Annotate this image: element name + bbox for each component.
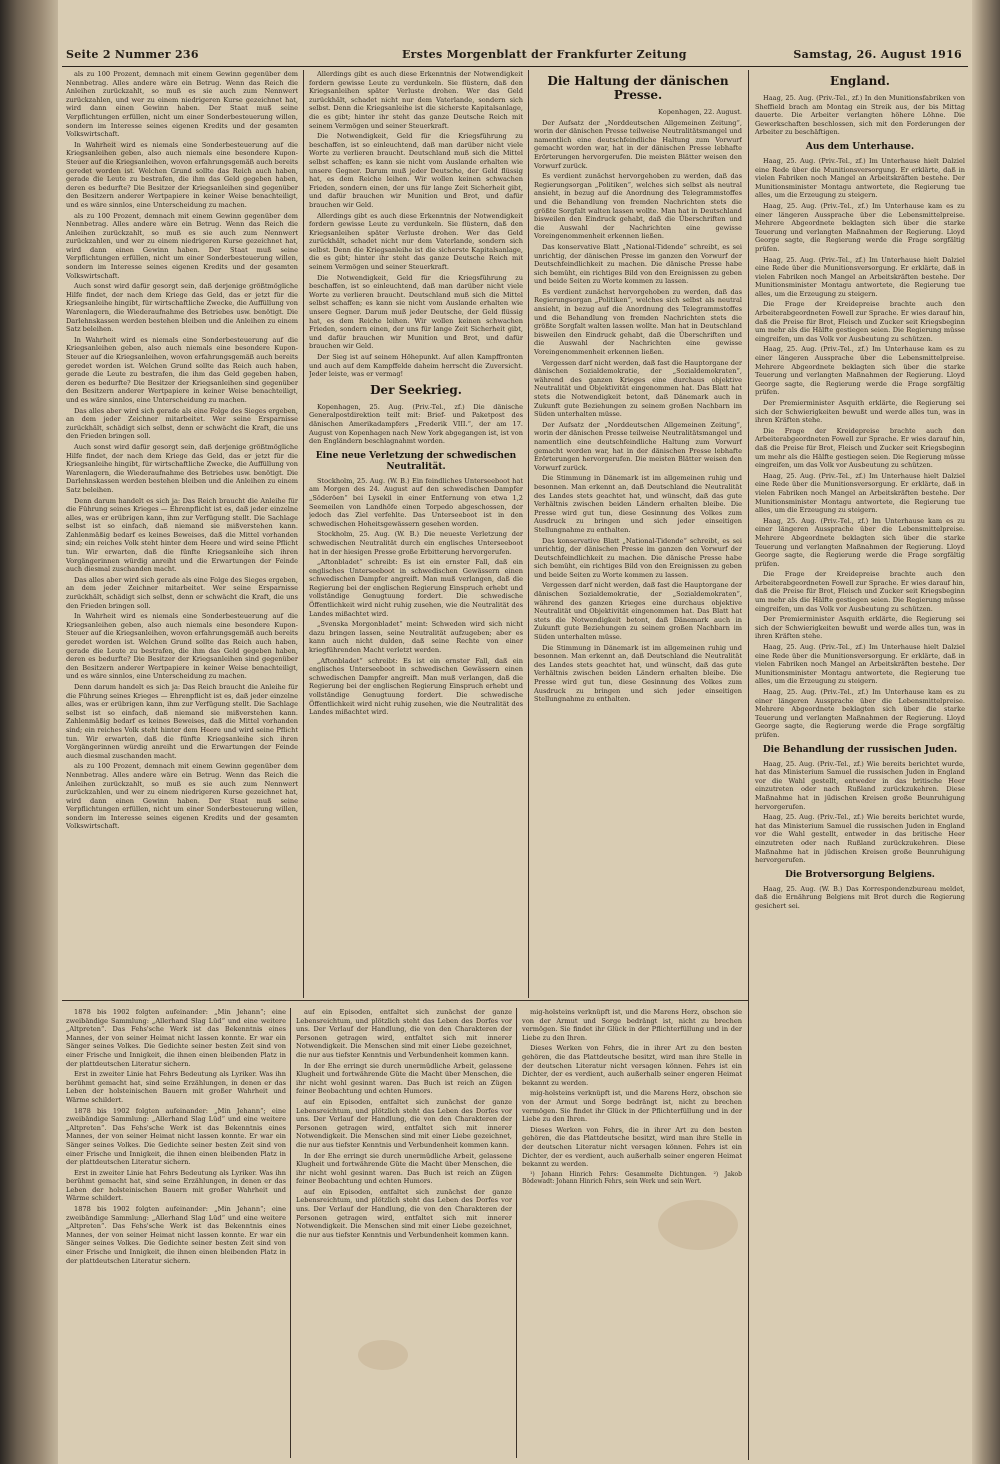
article-subheading: Eine neue Verletzung der schwedischen Neutralität. — [315, 450, 517, 472]
paragraph: Der Aufsatz der „Norddeutschen Allgemeinen Zeitung“, worin der dänischen Presse teilweise Neutralitätsmangel und namentlich eine deutschfeindliche Haltung zum Vorwurf gemacht worden war, hat in der dänischen Presse lebhafte Erörterungen hervorgerufen. Die meisten Blätter weisen den Vorwurf zurück. — [534, 118, 742, 170]
paragraph: Das alles aber wird sich gerade als eine Folge des Sieges ergeben, an dem jeder Zeichner mitarbeitet. Wer seine Ersparnisse zurückhält, schädigt sich selbst, denn er schwächt die Kraft, die uns den Frieden bringen soll. — [66, 575, 298, 610]
paragraph: Das konservative Blatt „National-Tidende“ schreibt, es sei unrichtig, der dänischen Presse im ganzen den Vorwurf der Deutschfeindlichkeit zu machen. Die dänische Presse habe sich bemüht, ein richtiges Bild von den Ereignissen zu geben und beide Seiten zu Worte kommen zu lassen. — [534, 536, 742, 579]
paragraph: als zu 100 Prozent, demnach mit einem Gewinn gegenüber dem Nennbetrag. Alles andere wäre ein Betrug. Wenn das Reich die Anleihen zurückzahlt, so muß es sie auch zum Nennwert zurückzahlen, und wer zu einem niedrigeren Kurse gezeichnet hat, wird dann einen Gewinn haben. Der Staat muß seine Verpflichtungen erfüllen, nicht um einer Sonderbesteuerung willen, sondern im Interesse seines eigenen Kredits und der gesamten Volkswirtschaft. — [66, 211, 298, 280]
paragraph: Haag, 25. Aug. (W. B.) Das Korrespondenzbureau meldet, daß die Ernährung Belgiens mit Brot durch die Regierung gesichert sei. — [755, 884, 965, 910]
paragraph: Haag, 25. Aug. (Priv.-Tel., zf.) Im Unterhause hielt Dalziel eine Rede über die Munitionsversorgung. Er erklärte, daß in vielen Fabriken noch Mangel an Arbeitskräften bestehe. Der Munitionsminister Montagu antwortete, die Regierung tue alles, um die Erzeugung zu steigern. — [755, 156, 965, 200]
dateline-paragraph: Stockholm, 25. Aug. (W. B.) Ein feindliches Unterseeboot hat am Morgen des 24. August auf den schwedischen Dampfer „Söderöen“ bei Lysekil in einer Entfernung von etwa 1,2 Seemeilen von Landhöfe einen Torpedo abgeschossen, der jedoch das Ziel verfehlte. Das Unterseeboot ist in den schwedischen Hoheitsgewässern gesehen worden. — [309, 476, 523, 528]
paragraph: auf ein Episoden, entfaltet sich zunächst der ganze Lebensreichtum, und plötzlich steht das Leben des Dorfes vor uns. Der Verlauf der Handlung, die von den Charakteren der Personen getragen wird, entfaltet sich mit innerer Notwendigkeit. Die Menschen sind mit einer Liebe gezeichnet, die nur aus tiefster Kenntnis und Verbundenheit kommen kann. — [296, 1008, 512, 1059]
paragraph: Allerdings gibt es auch diese Erkenntnis der Notwendigkeit fordern gewisse Leute zu verdunkeln. Sie flüstern, daß den Kriegsanleihen später Verluste drohen. Wer das Geld zurückhält, schadet nicht nur dem Vaterlande, sondern sich selbst. Denn die Kriegsanleihe ist die sicherste Kapitalsanlage, die es gibt; hinter ihr steht das ganze Deutsche Reich mit seinem Vermögen und seiner Steuerkraft. — [309, 70, 523, 130]
scan-right-edge — [972, 0, 1000, 1464]
column-rule — [516, 1008, 517, 1458]
article-subheading: Aus dem Unterhause. — [805, 141, 915, 152]
paragraph: Die Stimmung in Dänemark ist im allgemeinen ruhig und besonnen. Man erkennt an, daß Deutschland die Neutralität des Landes stets geachtet hat, und wünscht, daß das gute Verhältnis zwischen beiden Ländern erhalten bleibe. Die Presse wird gut tun, diese Gesinnung des Volkes zum Ausdruck zu bringen und sich jeder einseitigen Stellungnahme zu enthalten. — [534, 474, 742, 534]
paragraph: Allerdings gibt es auch diese Erkenntnis der Notwendigkeit fordern gewisse Leute zu verdunkeln. Sie flüstern, daß den Kriegsanleihen später Verluste drohen. Wer das Geld zurückhält, schadet nicht nur dem Vaterlande, sondern sich selbst. Denn die Kriegsanleihe ist die sicherste Kapitalsanlage, die es gibt; hinter ihr steht das ganze Deutsche Reich mit seinem Vermögen und seiner Steuerkraft. — [309, 211, 523, 272]
article-column-4 — [755, 70, 965, 1460]
article-column-1 — [66, 70, 298, 996]
paragraph: Vergessen darf nicht werden, daß fast die Hauptorgane der dänischen Sozialdemokratie, der „Sozialdemokraten“, während des ganzen Krieges eine durchaus objektive Neutralität und Objektivität eingenommen hat. Das Blatt hat stets die Notwendigkeit betont, daß Dänemark auch in Zukunft gute Beziehungen zu seinem großen Nachbarn im Süden unterhalten müsse. — [534, 581, 742, 642]
paragraph: In Wahrheit wird es niemals eine Sonderbesteuerung auf die Kriegsanleihen geben, also auch niemals eine besondere Kupon-Steuer auf die Kriegsanleihen, wovon erfahrungsgemäß auch bereits geredet worden ist. Welchen Grund sollte das Reich auch haben, gerade die Leute zu bestrafen, die ihm das Geld gegeben haben, deren es bedurfte? Die Besitzer der Kriegsanleihen sind gegenüber den Besitzern anderer Wertpapiere in keiner Weise benachteiligt, und es wäre sinnlos, eine Unterscheidung zu machen. — [66, 140, 298, 209]
paragraph: Dieses Werken von Fehrs, die in ihrer Art zu den besten gehören, die das Plattdeutsche besitzt, wird man ihre Stelle in der deutschen Literatur nicht versagen können. Fehrs ist ein Dichter, der es verdient, auch außerhalb seiner engeren Heimat bekannt zu werden. — [522, 1044, 742, 1087]
paragraph: Vergessen darf nicht werden, daß fast die Hauptorgane der dänischen Sozialdemokratie, der „Sozialdemokraten“, während des ganzen Krieges eine durchaus objektive Neutralität und Objektivität eingenommen hat. Das Blatt hat stets die Notwendigkeit betont, daß Dänemark auch in Zukunft gute Beziehungen zu seinem großen Nachbarn im Süden unterhalten müsse. — [534, 358, 742, 419]
paragraph: „Svenska Morgonbladet“ meint: Schweden wird sich nicht dazu bringen lassen, seine Neutralität aufzugeben; aber es kann auch nicht dulden, daß seine Rechte von einer kriegführenden Macht verletzt werden. — [309, 620, 523, 655]
paragraph: Haag, 25. Aug. (Priv.-Tel., zf.) Im Unterhause kam es zu einer längeren Aussprache über die Lebensmittelpreise. Mehrere Abgeordnete beklagten sich über die starke Teuerung und verlangten Maßnahmen der Regierung. Lloyd George sagte, die Regierung werde die Frage sorgfältig prüfen. — [755, 516, 965, 568]
paragraph: Dieses Werken von Fehrs, die in ihrer Art zu den besten gehören, die das Plattdeutsche besitzt, wird man ihre Stelle in der deutschen Literatur nicht versagen können. Fehrs ist ein Dichter, der es verdient, auch außerhalb seiner engeren Heimat bekannt zu werden. — [522, 1125, 742, 1169]
paragraph: 1878 bis 1902 folgten aufeinander: „Min Jehann“; eine zweibändige Sammlung: „Allerhand Slag Lüd“ und eine weitere „Altpreten“. Das Fehs'sche Werk ist das Bekenntnis eines Mannes, der von seiner Heimat nicht lassen konnte. Er war ein Sänger seines Volkes. Die Gedichte seiner besten Zeit sind von einer Frische und Innigkeit, die ihnen einen bleibenden Platz in der plattdeutschen Literatur sichern. — [66, 1205, 286, 1265]
paragraph: Haag, 25. Aug. (Priv.-Tel., zf.) Im Unterhause kam es zu einer längeren Aussprache über die Lebensmittelpreise. Mehrere Abgeordnete beklagten sich über die starke Teuerung und verlangten Maßnahmen der Regierung. Lloyd George sagte, die Regierung werde die Frage sorgfältig prüfen. — [755, 201, 965, 253]
paragraph: Haag, 25. Aug. (Priv.-Tel., zf.) In den Munitionsfabriken von Sheffield brach am Montag ein Streik aus, der bis Mittag dauerte. Die Arbeiter verlangten höhere Löhne. Die Gewerkschaften beschlossen, sich mit den Forderungen der Arbeiter zu beschäftigen. — [755, 94, 965, 137]
paragraph: Die Notwendigkeit, Geld für die Kriegsführung zu beschaffen, ist so einleuchtend, daß man darüber nicht viele Worte zu verlieren braucht. Deutschland muß sich die Mittel selbst schaffen; es kann sie nicht vom Auslande erhalten wie unsere Gegner. Darum muß jeder Deutsche, der Geld flüssig hat, es dem Reiche leihen. Wir wollen keinen schwachen Frieden, sondern einen, der uns für lange Zeit Sicherheit gibt, und dafür brauchen wir Munition und Brot, und dafür brauchen wir Geld. — [309, 132, 523, 209]
page-header — [62, 44, 968, 67]
footnote: ¹) Johann Hinrich Fehrs: Gesammelte Dichtungen. ²) Jakob Bödewadt: Johann Hinrich Fehrs, sein Werk und sein Wert. — [522, 1170, 742, 1186]
paragraph: auf ein Episoden, entfaltet sich zunächst der ganze Lebensreichtum, und plötzlich steht das Leben des Dorfes vor uns. Der Verlauf der Handlung, die von den Charakteren der Personen getragen wird, entfaltet sich mit innerer Notwendigkeit. Die Menschen sind mit einer Liebe gezeichnet, die nur aus tiefster Kenntnis und Verbundenheit kommen kann. — [296, 1187, 512, 1239]
paragraph: Die Notwendigkeit, Geld für die Kriegsführung zu beschaffen, ist so einleuchtend, daß man darüber nicht viele Worte zu verlieren braucht. Deutschland muß sich die Mittel selbst schaffen; es kann sie nicht vom Auslande erhalten wie unsere Gegner. Darum muß jeder Deutsche, der Geld flüssig hat, es dem Reiche leihen. Wir wollen keinen schwachen Frieden, sondern einen, der uns für lange Zeit Sicherheit gibt, und dafür brauchen wir Munition und Brot, und dafür brauchen wir Geld. — [309, 273, 523, 351]
newspaper-page — [58, 0, 972, 1464]
feuilleton-column-3 — [522, 1008, 742, 1456]
article-heading: England. — [830, 74, 890, 88]
paragraph: Der Aufsatz der „Norddeutschen Allgemeinen Zeitung“, worin der dänischen Presse teilweise Neutralitätsmangel und namentlich eine deutschfeindliche Haltung zum Vorwurf gemacht worden war, hat in der dänischen Presse lebhafte Erörterungen hervorgerufen. Die meisten Blätter weisen den Vorwurf zurück. — [534, 420, 742, 472]
column-rule — [290, 1008, 291, 1458]
article-column-2 — [309, 70, 523, 996]
paragraph: Denn darum handelt es sich ja: Das Reich braucht die Anleihe für die Führung seines Krieges — Ehrenpflicht ist es, daß jeder einzelne alles, was er erübrigen kann, ihm zur Verfügung stellt. Die Sachlage selbst ist so einfach, daß niemand sie mißverstehen kann. Zahlenmäßig bedarf es keines Beweises, daß die Mittel vorhanden sind; ein reiches Volk steht hinter dem Heere und wird seine Pflicht tun. Wir erwarten, daß die fünfte Kriegsanleihe sich ihren Vorgängerinnen würdig anreiht und die Erwartungen der Feinde auch diesmal zuschanden macht. — [66, 682, 298, 760]
column-rule — [528, 70, 529, 998]
paragraph: Das konservative Blatt „National-Tidende“ schreibt, es sei unrichtig, der dänischen Presse im ganzen den Vorwurf der Deutschfeindlichkeit zu machen. Die dänische Presse habe sich bemüht, ein richtiges Bild von den Ereignissen zu geben und beide Seiten zu Worte kommen zu lassen. — [534, 242, 742, 286]
paragraph: Das alles aber wird sich gerade als eine Folge des Sieges ergeben, an dem jeder Zeichner mitarbeitet. Wer seine Ersparnisse zurückhält, schädigt sich selbst, denn er schwächt die Kraft, die uns den Frieden bringen soll. — [66, 406, 298, 441]
newspaper-edition-title: Erstes Morgenblatt der Frankfurter Zeitung — [402, 48, 687, 61]
paragraph: als zu 100 Prozent, demnach mit einem Gewinn gegenüber dem Nennbetrag. Alles andere wäre ein Betrug. Wenn das Reich die Anleihen zurückzahlt, so muß es sie auch zum Nennwert zurückzahlen, und wer zu einem niedrigeren Kurse gezeichnet hat, wird dann einen Gewinn haben. Der Staat muß seine Verpflichtungen erfüllen, nicht um einer Sonderbesteuerung willen, sondern im Interesse seines eigenen Kredits und der gesamten Volkswirtschaft. — [66, 762, 298, 831]
paragraph: mig-holsteins verknüpft ist, und die Marens Herz, obschon sie von der Armut und Sorge bedrängt ist, nicht zu brechen vermögen. Sie findet ihr Glück in der Pflichterfüllung und in der Liebe zu den Ihren. — [522, 1089, 742, 1124]
paragraph: als zu 100 Prozent, demnach mit einem Gewinn gegenüber dem Nennbetrag. Alles andere wäre ein Betrug. Wenn das Reich die Anleihen zurückzahlt, so muß es sie auch zum Nennwert zurückzahlen, und wer zu einem niedrigeren Kurse gezeichnet hat, wird dann einen Gewinn haben. Der Staat muß seine Verpflichtungen erfüllen, nicht um einer Sonderbesteuerung willen, sondern im Interesse seines eigenen Kredits und der gesamten Volkswirtschaft. — [66, 70, 298, 139]
feuilleton-column-2 — [296, 1008, 512, 1456]
paragraph: Haag, 25. Aug. (Priv.-Tel., zf.) Im Unterhause hielt Dalziel eine Rede über die Munitionsversorgung. Er erklärte, daß in vielen Fabriken noch Mangel an Arbeitskräften bestehe. Der Munitionsminister Montagu antwortete, die Regierung tue alles, um die Erzeugung zu steigern. — [755, 471, 965, 515]
paragraph: Auch sonst wird dafür gesorgt sein, daß derjenige größtmögliche Hilfe findet, der nach dem Kriege das Geld, das er jetzt für die Kriegsanleihe hingibt, für wirtschaftliche Zwecke, die Auffüllung von Warenlagern, die Wiederaufnahme des Betriebes usw. benötigt. Die Darlehnskassen werden bestehen bleiben und die Anleihen zu einem Satz beleihen. — [66, 442, 298, 494]
article-subheading: Die Behandlung der russischen Juden. — [762, 744, 958, 755]
paragraph: Es verdient zunächst hervorgehoben zu werden, daß das Regierungsorgan „Politiken“, welches sich selbst als neutral ansieht, in bezug auf die Anordnung des Telegrammstoffes und die Behandlung von fremden Nachrichten stets die größte Sorgfalt walten lassen wollte. Man hat in Deutschland bisweilen den Eindruck gehabt, daß die Überschriften und die Auswahl der Nachrichten eine gewisse Voreingenommenheit erkennen ließen. — [534, 287, 742, 357]
column-rule — [748, 70, 749, 1460]
paragraph: Haag, 25. Aug. (Priv.-Tel., zf.) Wie bereits berichtet wurde, hat das Ministerium Samuel die russischen Juden in England vor die Wahl gestellt, entweder in das britische Heer einzutreten oder nach Rußland zurückzukehren. Diese Maßnahme hat in jüdischen Kreisen große Beunruhigung hervorgerufen. — [755, 813, 965, 865]
paragraph: Haag, 25. Aug. (Priv.-Tel., zf.) Im Unterhause hielt Dalziel eine Rede über die Munitionsversorgung. Er erklärte, daß in vielen Fabriken noch Mangel an Arbeitskräften bestehe. Der Munitionsminister Montagu antwortete, die Regierung tue alles, um die Erzeugung zu steigern. — [755, 255, 965, 298]
paragraph: Die Frage der Kreidepreise brachte auch den Arbeiterabgeordneten Fowell zur Sprache. Er wies darauf hin, daß die Preise für Brot, Fleisch und Zucker seit Kriegsbeginn um mehr als die Hälfte gestiegen seien. Die Regierung müsse eingreifen, um das Volk vor Ausbeutung zu schützen. — [755, 300, 965, 343]
dateline: Kopenhagen, 22. August. — [657, 108, 742, 116]
paragraph: „Aftonbladet“ schreibt: Es ist ein ernster Fall, daß ein englisches Unterseeboot in schwedischen Gewässern einen schwedischen Dampfer angreift. Man muß verlangen, daß die Regierung bei der englischen Regierung Einspruch erhebt und vollständige Genugtuung fordert. Die schwedische Öffentlichkeit wird nicht ruhig zusehen, wie die Neutralität des Landes mißachtet wird. — [309, 558, 523, 618]
paragraph: In Wahrheit wird es niemals eine Sonderbesteuerung auf die Kriegsanleihen geben, also auch niemals eine besondere Kupon-Steuer auf die Kriegsanleihen, wovon erfahrungsgemäß auch bereits geredet worden ist. Welchen Grund sollte das Reich auch haben, gerade die Leute zu bestrafen, die ihm das Geld gegeben haben, deren es bedurfte? Die Besitzer der Kriegsanleihen sind gegenüber den Besitzern anderer Wertpapiere in keiner Weise benachteiligt, und es wäre sinnlos, eine Unterscheidung zu machen. — [66, 612, 298, 681]
paragraph: Der Premierminister Asquith erklärte, die Regierung sei sich der Schwierigkeiten bewußt und werde alles tun, was in ihren Kräften stehe. — [755, 615, 965, 641]
column-rule — [303, 70, 304, 998]
paragraph: Denn darum handelt es sich ja: Das Reich braucht die Anleihe für die Führung seines Krieges — Ehrenpflicht ist es, daß jeder einzelne alles, was er erübrigen kann, ihm zur Verfügung stellt. Die Sachlage selbst ist so einfach, daß niemand sie mißverstehen kann. Zahlenmäßig bedarf es keines Beweises, daß die Mittel vorhanden sind; ein reiches Volk steht hinter dem Heere und wird seine Pflicht tun. Wir erwarten, daß die fünfte Kriegsanleihe sich ihren Vorgängerinnen würdig anreiht und die Erwartungen der Feinde auch diesmal zuschanden macht. — [66, 496, 298, 574]
paragraph: Haag, 25. Aug. (Priv.-Tel., zf.) Im Unterhause kam es zu einer längeren Aussprache über die Lebensmittelpreise. Mehrere Abgeordnete beklagten sich über die starke Teuerung und verlangten Maßnahmen der Regierung. Lloyd George sagte, die Regierung werde die Frage sorgfältig prüfen. — [755, 345, 965, 397]
paragraph: Die Frage der Kreidepreise brachte auch den Arbeiterabgeordneten Fowell zur Sprache. Er wies darauf hin, daß die Preise für Brot, Fleisch und Zucker seit Kriegsbeginn um mehr als die Hälfte gestiegen seien. Die Regierung müsse eingreifen, um das Volk vor Ausbeutung zu schützen. — [755, 426, 965, 470]
paragraph: Der Premierminister Asquith erklärte, die Regierung sei sich der Schwierigkeiten bewußt und werde alles tun, was in ihren Kräften stehe. — [755, 399, 965, 425]
feuilleton-column-1 — [66, 1008, 286, 1456]
dateline-paragraph: Stockholm, 25. Aug. (W. B.) Die neueste Verletzung der schwedischen Neutralität durch ein englisches Unterseeboot hat in der hiesigen Presse große Erbitterung hervorgerufen. — [309, 530, 523, 556]
paragraph: auf ein Episoden, entfaltet sich zunächst der ganze Lebensreichtum, und plötzlich steht das Leben des Dorfes vor uns. Der Verlauf der Handlung, die von den Charakteren der Personen getragen wird, entfaltet sich mit innerer Notwendigkeit. Die Menschen sind mit einer Liebe gezeichnet, die nur aus tiefster Kenntnis und Verbundenheit kommen kann. — [296, 1097, 512, 1149]
paragraph: In der Ehe erringt sie durch unermüdliche Arbeit, gelassene Klugheit und fortwährende Güte die Macht über Menschen, die ihr nicht wohl gesinnt waren. Das Buch ist reich an Zügen feiner Beobachtung und echten Humors. — [296, 1061, 512, 1096]
paragraph: In Wahrheit wird es niemals eine Sonderbesteuerung auf die Kriegsanleihen geben, also auch niemals eine besondere Kupon-Steuer auf die Kriegsanleihen, wovon erfahrungsgemäß auch bereits geredet worden ist. Welchen Grund sollte das Reich auch haben, gerade die Leute zu bestrafen, die ihm das Geld gegeben haben, deren es bedurfte? Die Besitzer der Kriegsanleihen sind gegenüber den Besitzern anderer Wertpapiere in keiner Weise benachteiligt, und es wäre sinnlos, eine Unterscheidung zu machen. — [66, 335, 298, 404]
paragraph: Haag, 25. Aug. (Priv.-Tel., zf.) Wie bereits berichtet wurde, hat das Ministerium Samuel die russischen Juden in England vor die Wahl gestellt, entweder in das britische Heer einzutreten oder nach Rußland zurückzukehren. Diese Maßnahme hat in jüdischen Kreisen große Beunruhigung hervorgerufen. — [755, 759, 965, 811]
paragraph: Haag, 25. Aug. (Priv.-Tel., zf.) Im Unterhause hielt Dalziel eine Rede über die Munitionsversorgung. Er erklärte, daß in vielen Fabriken noch Mangel an Arbeitskräften bestehe. Der Munitionsminister Montagu antwortete, die Regierung tue alles, um die Erzeugung zu steigern. — [755, 643, 965, 686]
article-subheading: Die Brotversorgung Belgiens. — [785, 869, 935, 880]
paragraph: mig-holsteins verknüpft ist, und die Marens Herz, obschon sie von der Armut und Sorge bedrängt ist, nicht zu brechen vermögen. Sie findet ihr Glück in der Pflichterfüllung und in der Liebe zu den Ihren. — [522, 1008, 742, 1042]
page-number: Seite 2 Nummer 236 — [66, 48, 199, 61]
paragraph: Es verdient zunächst hervorgehoben zu werden, daß das Regierungsorgan „Politiken“, welches sich selbst als neutral ansieht, in bezug auf die Anordnung des Telegrammstoffes und die Behandlung von fremden Nachrichten stets die größte Sorgfalt walten lassen wollte. Man hat in Deutschland bisweilen den Eindruck gehabt, daß die Überschriften und die Auswahl der Nachrichten eine gewisse Voreingenommenheit erkennen ließen. — [534, 172, 742, 241]
paragraph: Die Stimmung in Dänemark ist im allgemeinen ruhig und besonnen. Man erkennt an, daß Deutschland die Neutralität des Landes stets geachtet hat, und wünscht, daß das gute Verhältnis zwischen beiden Ländern erhalten bleibe. Die Presse wird gut tun, diese Gesinnung des Volkes zum Ausdruck zu bringen und sich jeder einseitigen Stellungnahme zu enthalten. — [534, 643, 742, 704]
paragraph: 1878 bis 1902 folgten aufeinander: „Min Jehann“; eine zweibändige Sammlung: „Allerhand Slag Lüd“ und eine weitere „Altpreten“. Das Fehs'sche Werk ist das Bekenntnis eines Mannes, der von seiner Heimat nicht lassen konnte. Er war ein Sänger seines Volkes. Die Gedichte seiner besten Zeit sind von einer Frische und Innigkeit, die ihnen einen bleibenden Platz in der plattdeutschen Literatur sichern. — [66, 1106, 286, 1167]
paragraph: In der Ehe erringt sie durch unermüdliche Arbeit, gelassene Klugheit und fortwährende Güte die Macht über Menschen, die ihr nicht wohl gesinnt waren. Das Buch ist reich an Zügen feiner Beobachtung und echten Humors. — [296, 1151, 512, 1186]
paragraph: 1878 bis 1902 folgten aufeinander: „Min Jehann“; eine zweibändige Sammlung: „Allerhand Slag Lüd“ und eine weitere „Altpreten“. Das Fehs'sche Werk ist das Bekenntnis eines Mannes, der von seiner Heimat nicht lassen konnte. Er war ein Sänger seines Volkes. Die Gedichte seiner besten Zeit sind von einer Frische und Innigkeit, die ihnen einen bleibenden Platz in der plattdeutschen Literatur sichern. — [66, 1008, 286, 1068]
feuilleton-divider — [62, 1000, 748, 1001]
scan-binding-edge — [0, 0, 58, 1464]
paragraph: Haag, 25. Aug. (Priv.-Tel., zf.) Im Unterhause kam es zu einer längeren Aussprache über die Lebensmittelpreise. Mehrere Abgeordnete beklagten sich über die starke Teuerung und verlangten Maßnahmen der Regierung. Lloyd George sagte, die Regierung werde die Frage sorgfältig prüfen. — [755, 688, 965, 739]
article-column-3 — [534, 70, 742, 996]
paragraph: „Aftonbladet“ schreibt: Es ist ein ernster Fall, daß ein englisches Unterseeboot in schwedischen Gewässern einen schwedischen Dampfer angreift. Man muß verlangen, daß die Regierung bei der englischen Regierung Einspruch erhebt und vollständige Genugtuung fordert. Die schwedische Öffentlichkeit wird nicht ruhig zusehen, wie die Neutralität des Landes mißachtet wird. — [309, 656, 523, 717]
paragraph: Auch sonst wird dafür gesorgt sein, daß derjenige größtmögliche Hilfe findet, der nach dem Kriege das Geld, das er jetzt für die Kriegsanleihe hingibt, für wirtschaftliche Zwecke, die Auffüllung von Warenlagern, die Wiederaufnahme des Betriebes usw. benötigt. Die Darlehnskassen werden bestehen bleiben und die Anleihen zu einem Satz beleihen. — [66, 282, 298, 334]
section-heading: Der Seekrieg. — [370, 382, 462, 397]
article-heading: Die Haltung der dänischen Presse. — [547, 74, 729, 102]
dateline-paragraph: Kopenhagen, 25. Aug. (Priv.-Tel., zf.) Die dänische Generalpostdirektion teilt mit: Brief- und Paketpost des dänischen Amerikadampfers „Frederik VIII.“, der am 17. August von Kopenhagen nach New York abgegangen ist, ist von den Engländern beschlagnahmt worden. — [309, 402, 523, 446]
paragraph: Der Sieg ist auf seinem Höhepunkt. Auf allen Kampffronten und auch auf dem Kampffelde daheim herrscht die Zuversicht. Jeder leiste, was er vermag! — [309, 353, 523, 379]
paragraph: Erst in zweiter Linie hat Fehrs Bedeutung als Lyriker. Was ihn berühmt gemacht hat, sind seine Erzählungen, in denen er das Leben der holsteinischen Bauern mit großer Wahrheit und Wärme schildert. — [66, 1070, 286, 1104]
paragraph: Die Frage der Kreidepreise brachte auch den Arbeiterabgeordneten Fowell zur Sprache. Er wies darauf hin, daß die Preise für Brot, Fleisch und Zucker seit Kriegsbeginn um mehr als die Hälfte gestiegen seien. Die Regierung müsse eingreifen, um das Volk vor Ausbeutung zu schützen. — [755, 570, 965, 613]
issue-date: Samstag, 26. August 1916 — [793, 48, 962, 61]
paragraph: Erst in zweiter Linie hat Fehrs Bedeutung als Lyriker. Was ihn berühmt gemacht hat, sind seine Erzählungen, in denen er das Leben der holsteinischen Bauern mit großer Wahrheit und Wärme schildert. — [66, 1168, 286, 1203]
